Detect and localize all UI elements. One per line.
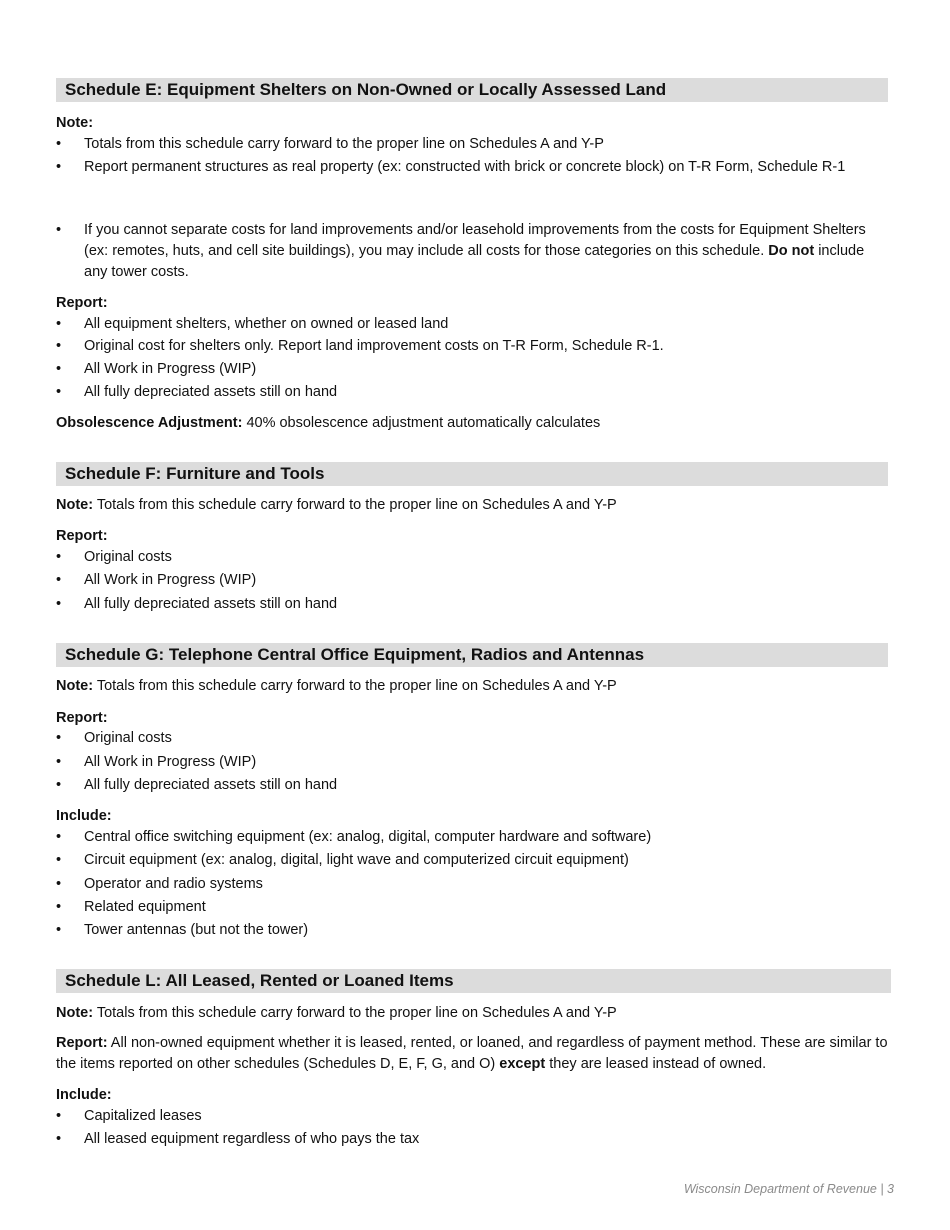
schedule-l-report: Report: All non-owned equipment whether it is leased, rented, or loaned, and regardless of payment method. These are similar to the items reported on other schedules (Schedules D, E, F, G, and O) except they are leased instead of owned.: [56, 1035, 888, 1072]
obsolescence-adjustment: Obsolescence Adjustment: 40% obsolescence adjustment automatically calculates: [56, 415, 601, 431]
bullet-icon: •: [56, 136, 62, 152]
bullet-icon: •: [56, 754, 62, 770]
bullet-icon: •: [56, 549, 62, 565]
bullet-icon: •: [56, 922, 62, 938]
schedule-g-include-label: Include:: [56, 808, 112, 824]
bullet-icon: •: [56, 730, 62, 746]
bullet-icon: •: [56, 899, 62, 915]
bullet-icon: •: [56, 316, 62, 332]
schedule-l-note: Note: Totals from this schedule carry forward to the proper line on Schedules A and Y-P: [56, 1005, 617, 1021]
bullet-icon: •: [56, 1131, 62, 1147]
bullet-icon: •: [56, 876, 62, 892]
bullet-icon: •: [56, 1108, 62, 1124]
bullet-icon: •: [56, 777, 62, 793]
bullet-icon: •: [56, 159, 62, 175]
page-footer: Wisconsin Department of Revenue | 3: [683, 1182, 894, 1196]
bullet-icon: •: [56, 572, 62, 588]
schedule-e-heading: Schedule E: Equipment Shelters on Non-Owned or Locally Assessed Land: [56, 78, 888, 102]
schedule-l-heading: Schedule L: All Leased, Rented or Loaned Items: [56, 969, 891, 993]
bullet-icon: •: [56, 384, 62, 400]
schedule-g-report-label: Report:: [56, 710, 108, 726]
schedule-e-report-label: Report:: [56, 295, 108, 311]
bullet-icon: •: [56, 829, 62, 845]
bullet-icon: •: [56, 596, 62, 612]
bullet-icon: •: [56, 852, 62, 868]
schedule-f-note: Note: Totals from this schedule carry forward to the proper line on Schedules A and Y-P: [56, 497, 617, 513]
bullet-icon: •: [56, 361, 62, 377]
schedule-g-heading: Schedule G: Telephone Central Office Equipment, Radios and Antennas: [56, 643, 888, 667]
schedule-e-note-label: Note:: [56, 115, 94, 131]
schedule-f-heading: Schedule F: Furniture and Tools: [56, 462, 888, 486]
document-page: Schedule E: Equipment Shelters on Non-Owned or Locally Assessed Land Note: • Totals from this schedule carry forward to the proper line on Schedules A and Y-P • Report permanent structures as real property (ex: constructed with brick or concrete block) on T-R Form, Schedule R-1 • If you cannot separate costs for land improvements and/or leasehold improvements from the costs for Equipment Shelters (ex: remotes, huts, and cell site buildings), you may include all costs for those categories on this schedule. Do not include any tower costs. Report: • All equipment shelters, whether on owned or leased land • Original cost for shelters only. Report land improvement costs on T-R Form, Schedule R-1. • All Work in Progress (WIP) • All fully depreciated assets still on hand Obsolescence Adjustment: 40% obsolescence adjustment automatically calculates Schedule F: Furniture and Tools Note: Totals from this schedule carry forward to the proper line on Schedules A and Y-P Report: • Original costs • All Work in Progress (WIP) • All fully depreciated assets still on hand Schedule G: Telephone Central Office Equipment, Radios and Antennas Note: Totals from this schedule carry forward to the proper line on Schedules A and Y-P Report: • Original costs • All Work in Progress (WIP) • All fully depreciated assets still on hand Include: • Central office switching equipment (ex: analog, digital, computer hardware and software) • Circuit equipment (ex: analog, digital, light wave and computerized circuit equipment) • Operator and radio systems • Related equipment • Tower antennas (but not the tower) Schedule L: All Leased, Rented or Loaned Items Note: Totals from this schedule carry forward to the proper line on Schedules A and Y-P Report: All non-owned equipment whether it is leased, rented, or loaned, and regardless of payment method. These are similar to the items reported on other schedules (Schedules D, E, F, G, and O) except they are leased instead of owned. Include: • Capitalized leases • All leased equipment regardless of who pays the tax Wisconsin Department of Revenue | 3: [56, 80, 894, 1196]
schedule-l-include-label: Include:: [56, 1087, 112, 1103]
bullet-icon: •: [56, 222, 62, 238]
schedule-f-report-label: Report:: [56, 528, 108, 544]
schedule-g-note: Note: Totals from this schedule carry forward to the proper line on Schedules A and Y-P: [56, 678, 617, 694]
bullet-icon: •: [56, 338, 62, 354]
